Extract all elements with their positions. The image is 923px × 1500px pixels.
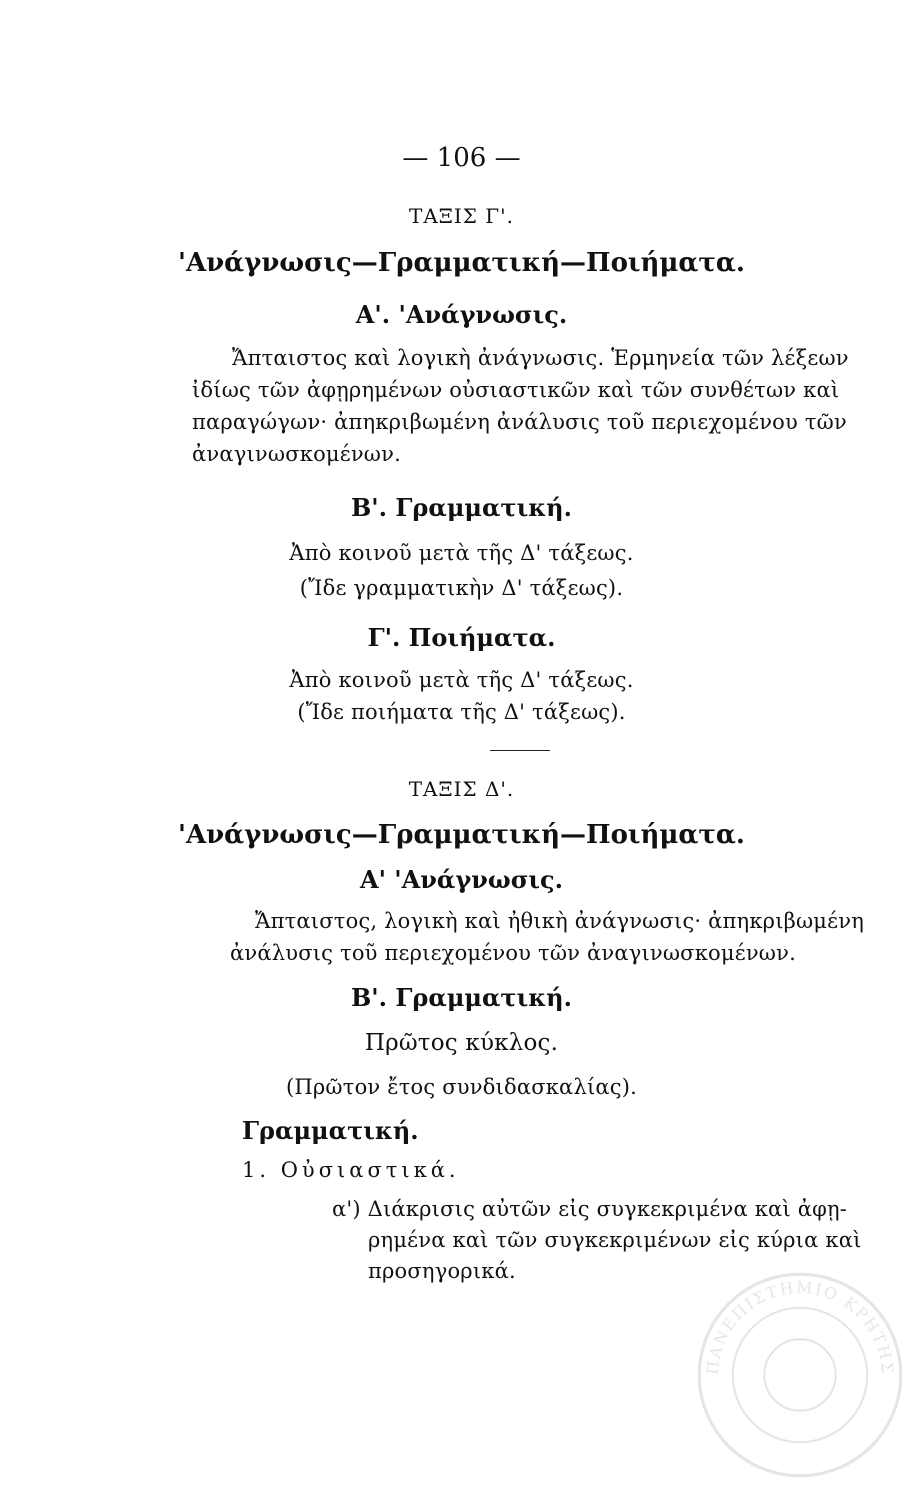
class-g-subjects-title: 'Ανάγνωσις—Γραμματική—Ποιήματα. (178, 248, 745, 278)
class-d-title: ΤΑΞΙΣ Δ'. (408, 777, 515, 801)
class-g-grammar-line-2: (Ἴδε γραμματικὴν Δ' τάξεως). (299, 576, 624, 600)
class-g-reading-line-4: ἀναγινωσκομένων. (192, 442, 401, 466)
section-divider (490, 750, 550, 751)
svg-text:ΠΑΝΕΠΙΣΤΗΜΙΟ ΚΡΗΤΗΣ: ΠΑΝΕΠΙΣΤΗΜΙΟ ΚΡΗΤΗΣ (702, 1277, 898, 1376)
class-d-grammar-heading: Β'. Γραμματική. (351, 983, 572, 1012)
class-d-reading-line-1: Ἄπταιστος, λογικὴ καὶ ἠθικὴ ἀνάγνωσις· ἀπηκριβωμένη (255, 909, 864, 933)
university-seal-watermark (695, 1270, 905, 1480)
year-note: (Πρῶτον ἔτος συνδιδασκαλίας). (285, 1075, 637, 1099)
class-d-subjects-title: 'Ανάγνωσις—Γραμματική—Ποιήματα. (178, 820, 745, 850)
class-g-reading-line-1: Ἄπταιστος καὶ λογικὴ ἀνάγνωσις. Ἑρμηνεία τῶν λέξεων (232, 346, 849, 370)
grammar-label: Γραμματική. (242, 1116, 419, 1145)
class-g-poems-heading: Γ'. Ποιήματα. (367, 623, 556, 652)
item-1a-line-3: προσηγορικά. (368, 1259, 516, 1283)
class-g-reading-line-2: ἰδίως τῶν ἀφῃρημένων οὐσιαστικῶν καὶ τῶν συνθέτων καὶ (192, 378, 840, 402)
class-g-reading-heading: Α'. 'Ανάγνωσις. (355, 300, 568, 329)
item-1-nouns: 1. Οὐσιαστικά. (242, 1158, 460, 1182)
class-d-reading-heading: Α' 'Ανάγνωσις. (359, 865, 564, 894)
item-1a-line-1: α') Διάκρισις αὐτῶν εἰς συγκεκριμένα καὶ ἀφῃ- (332, 1197, 848, 1221)
class-g-poems-line-1: Ἀπὸ κοινοῦ μετὰ τῆς Δ' τάξεως. (289, 668, 634, 692)
page-number: — 106 — (402, 143, 521, 173)
class-g-reading-line-3: παραγώγων· ἀπηκριβωμένη ἀνάλυσις τοῦ περιεχομένου τῶν (192, 410, 847, 434)
item-1a-line-2: ρημένα καὶ τῶν συγκεκριμένων εἰς κύρια καὶ (368, 1228, 862, 1252)
class-g-grammar-heading: Β'. Γραμματική. (351, 493, 572, 522)
cycle-title: Πρῶτος κύκλος. (364, 1030, 559, 1056)
class-g-poems-line-2: (Ἴδε ποιήματα τῆς Δ' τάξεως). (297, 700, 626, 724)
class-g-title: ΤΑΞΙΣ Γ'. (409, 204, 514, 228)
class-g-grammar-line-1: Ἀπὸ κοινοῦ μετὰ τῆς Δ' τάξεως. (289, 541, 634, 565)
class-d-reading-line-2: ἀνάλυσις τοῦ περιεχομένου τῶν ἀναγινωσκομένων. (230, 941, 796, 965)
